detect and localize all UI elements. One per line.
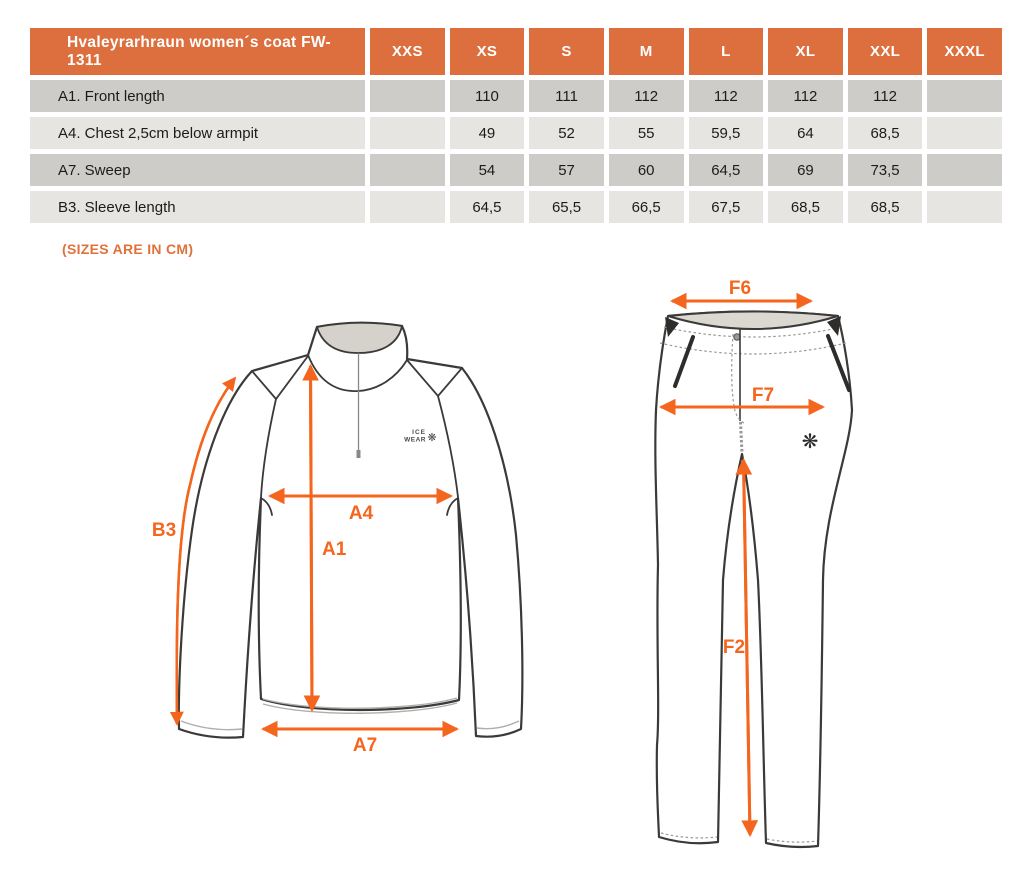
table-cell: 54 [450, 154, 525, 186]
table-cell: 64,5 [689, 154, 764, 186]
row-label-front-length: A1. Front length [30, 80, 365, 112]
measurement-label-a4: A4 [348, 503, 374, 524]
table-cell [370, 191, 445, 223]
col-header-l: L [689, 28, 764, 75]
table-title: Hvaleyrarhraun women´s coat FW-1311 [30, 28, 365, 75]
zipper-pull [357, 450, 361, 458]
table-cell: 112 [768, 80, 843, 112]
table-cell [370, 154, 445, 186]
table-cell: 67,5 [689, 191, 764, 223]
table-cell: 112 [848, 80, 923, 112]
table-cell: 68,5 [848, 191, 923, 223]
brand-logo-line1: ICE [412, 429, 426, 436]
table-cell [927, 80, 1002, 112]
measurement-label-f2: F2 [722, 637, 746, 658]
table-cell: 49 [450, 117, 525, 149]
table-cell: 66,5 [609, 191, 684, 223]
brand-snowflake-icon: ❋ [427, 432, 437, 444]
measurement-label-f7: F7 [751, 385, 775, 406]
measurement-label-a1: A1 [322, 539, 347, 560]
pants-diagram [630, 280, 860, 870]
table-cell: 57 [529, 154, 604, 186]
row-label-chest: A4. Chest 2,5cm below armpit [30, 117, 365, 149]
table-cell: 111 [529, 80, 604, 112]
col-header-xxl: XXL [848, 28, 923, 75]
table-cell: 55 [609, 117, 684, 149]
measurement-label-f6: F6 [728, 280, 752, 299]
measurement-label-a7: A7 [352, 735, 378, 756]
table-cell: 68,5 [848, 117, 923, 149]
table-cell: 68,5 [768, 191, 843, 223]
table-cell [927, 154, 1002, 186]
table-cell [370, 117, 445, 149]
col-header-m: M [609, 28, 684, 75]
row-label-sweep: A7. Sweep [30, 154, 365, 186]
jacket-diagram [130, 300, 570, 770]
table-cell [927, 117, 1002, 149]
measurement-label-b3: B3 [151, 520, 177, 541]
table-cell: 112 [689, 80, 764, 112]
table-cell: 64 [768, 117, 843, 149]
brand-logo-line2: WEAR [404, 436, 426, 444]
table-cell: 110 [450, 80, 525, 112]
table-cell: 65,5 [529, 191, 604, 223]
row-label-sleeve-length: B3. Sleeve length [30, 191, 365, 223]
size-table [30, 28, 1002, 223]
table-cell: 52 [529, 117, 604, 149]
col-header-xl: XL [768, 28, 843, 75]
col-header-xxs: XXS [370, 28, 445, 75]
table-cell: 73,5 [848, 154, 923, 186]
table-cell [370, 80, 445, 112]
sizes-in-cm-note: (SIZES ARE IN CM) [62, 241, 194, 257]
table-cell: 69 [768, 154, 843, 186]
table-cell [927, 191, 1002, 223]
table-cell: 64,5 [450, 191, 525, 223]
table-cell: 60 [609, 154, 684, 186]
col-header-xs: XS [450, 28, 525, 75]
table-cell: 59,5 [689, 117, 764, 149]
col-header-xxxl: XXXL [927, 28, 1002, 75]
col-header-s: S [529, 28, 604, 75]
leg-snowflake-icon: ❋ [801, 431, 819, 453]
table-cell: 112 [609, 80, 684, 112]
a1-arrow-reverse [311, 366, 313, 710]
